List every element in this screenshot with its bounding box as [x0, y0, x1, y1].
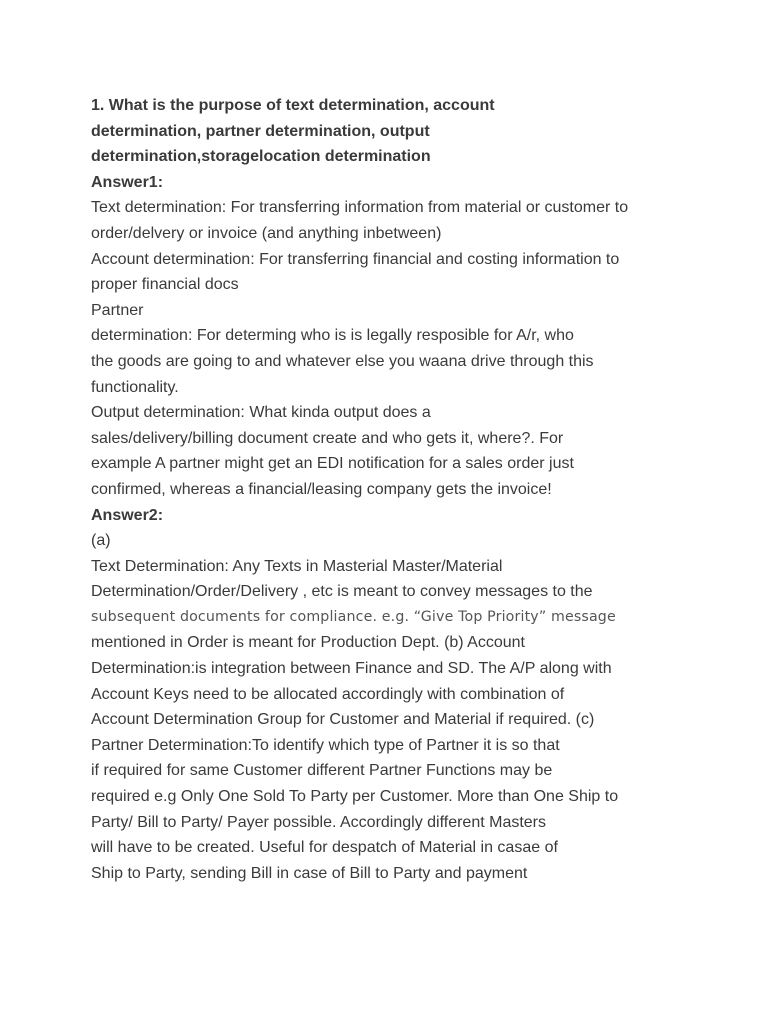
answer1-line: Text determination: For transferring information from material or customer to — [91, 199, 629, 217]
answer1-line: order/delvery or invoice (and anything inbetween) — [91, 224, 442, 242]
answer1-heading: Answer1: — [91, 173, 164, 191]
answer2-line: Determination:is integration between Finance and SD. The A/P along with — [91, 660, 612, 678]
answer1-line: Account determination: For transferring financial and costing information to — [91, 250, 620, 268]
answer2-block — [91, 503, 691, 887]
document-page — [91, 93, 691, 886]
answer2-line: subsequent documents for compliance. e.g. “Give Top Priority” message — [91, 608, 616, 625]
answer2-line: Account Keys need to be allocated accordingly with combination of — [91, 685, 565, 703]
answer2-line: (a) — [91, 532, 111, 550]
answer1-line: Output determination: What kinda output does a — [91, 404, 431, 422]
answer2-line: Party/ Bill to Party/ Payer possible. Accordingly different Masters — [91, 813, 547, 831]
question-line: 1. What is the purpose of text determination, account — [91, 97, 495, 114]
answer1-line: example A partner might get an EDI notification for a sales order just — [91, 455, 574, 473]
answer2-line: Partner Determination:To identify which type of Partner it is so that — [91, 736, 560, 754]
answer2-line: mentioned in Order is meant for Production Dept. (b) Account — [91, 634, 525, 652]
question-block — [91, 93, 691, 170]
answer2-line: if required for same Customer different Partner Functions may be — [91, 762, 553, 780]
question-line: determination, partner determination, output — [91, 122, 430, 140]
answer1-line: functionality. — [91, 378, 179, 396]
answer1-line: Partner — [91, 301, 144, 319]
question-line: determination,storagelocation determination — [91, 148, 431, 166]
answer1-line: the goods are going to and whatever else you waana drive through this — [91, 352, 594, 370]
answer2-line: Determination/Order/Delivery , etc is meant to convey messages to the — [91, 583, 593, 601]
answer2-line: required e.g Only One Sold To Party per Customer. More than One Ship to — [91, 788, 619, 806]
answer1-line: confirmed, whereas a financial/leasing company gets the invoice! — [91, 480, 552, 498]
answer2-line: Account Determination Group for Customer and Material if required. (c) — [91, 711, 595, 729]
answer1-line: sales/delivery/billing document create and who gets it, where?. For — [91, 429, 564, 447]
answer1-line: proper financial docs — [91, 276, 239, 294]
answer1-line: determination: For determing who is is legally resposible for A/r, who — [91, 327, 574, 345]
answer1-block — [91, 170, 691, 503]
answer2-line: Text Determination: Any Texts in Masterial Master/Material — [91, 557, 503, 575]
answer2-line: will have to be created. Useful for despatch of Material in casae of — [91, 839, 558, 857]
answer2-line: Ship to Party, sending Bill in case of Bill to Party and payment — [91, 864, 528, 882]
answer2-heading: Answer2: — [91, 506, 164, 524]
